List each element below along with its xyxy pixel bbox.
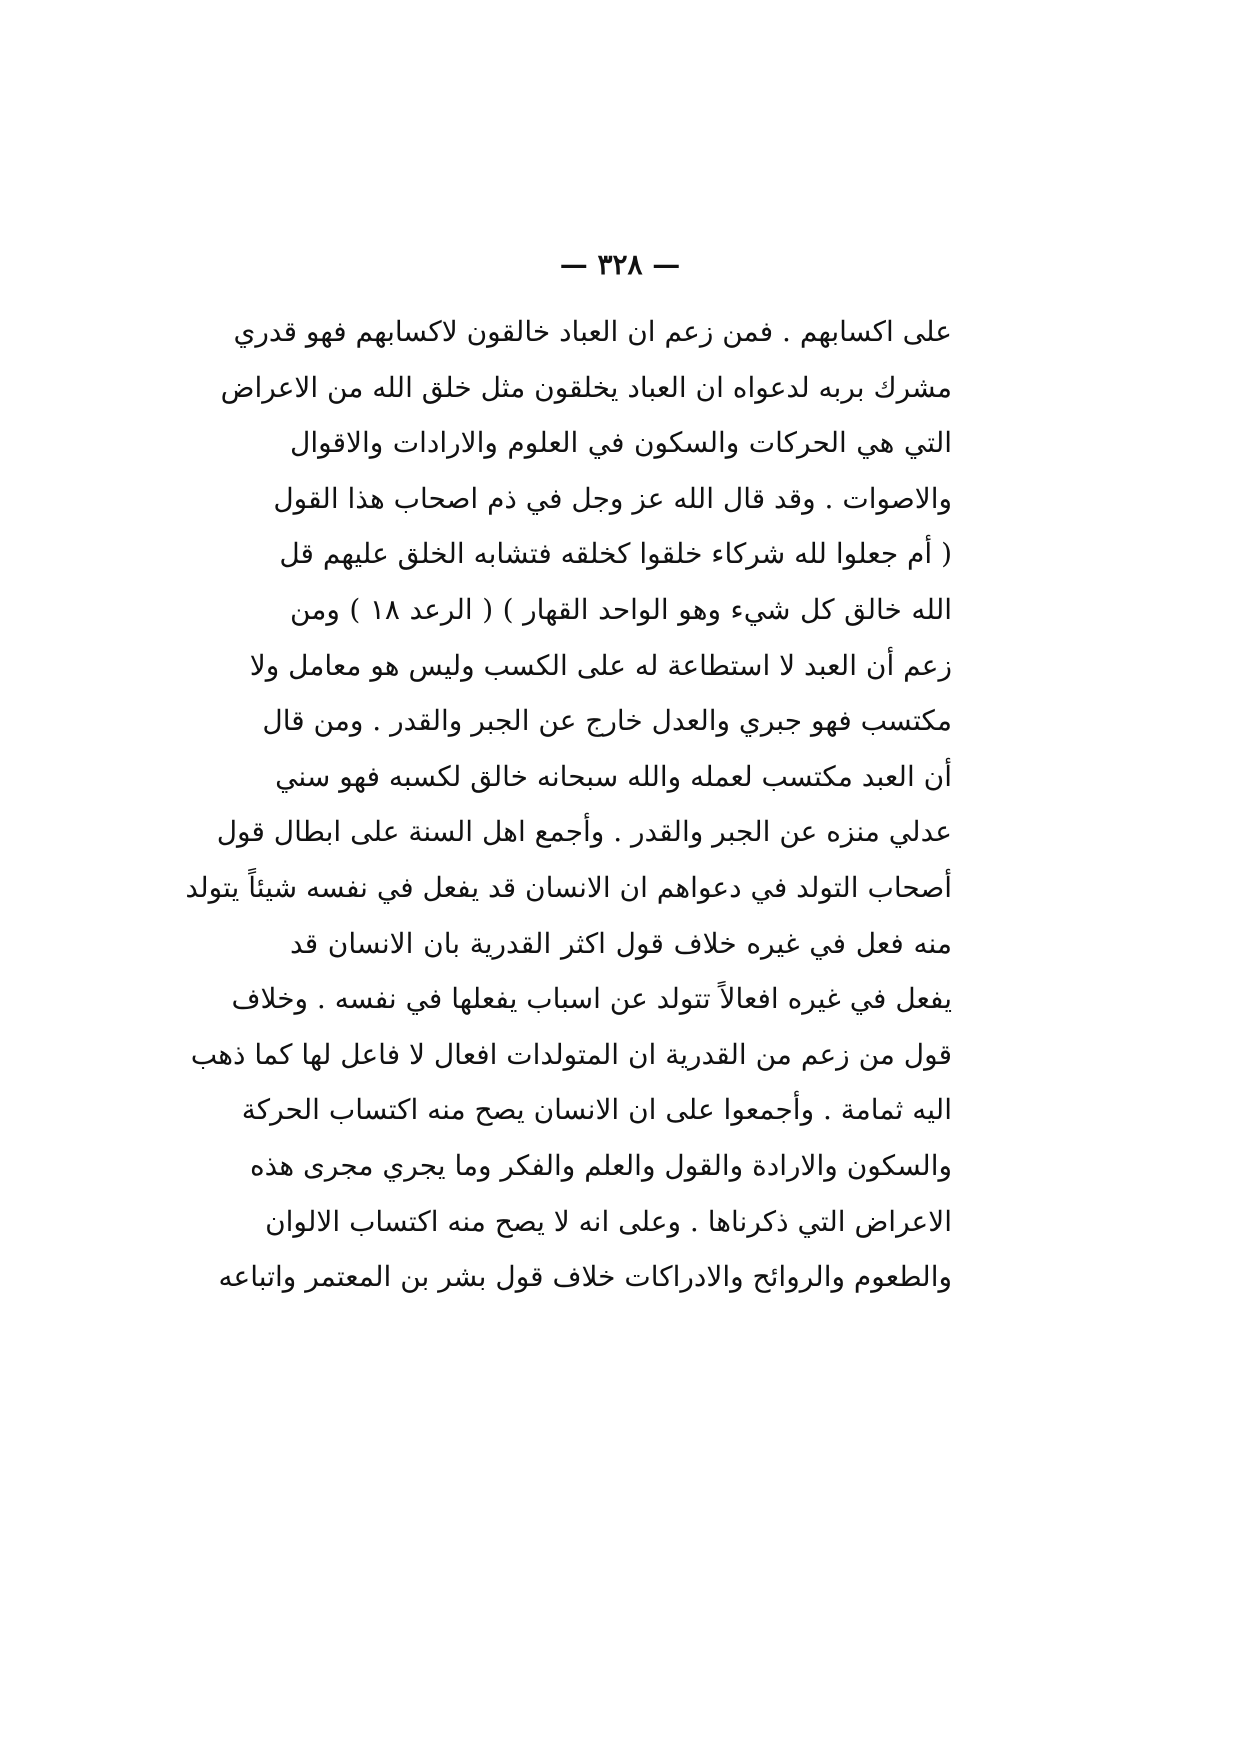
- text-line-4: والاصوات . وقد قال الله عز وجل في ذم اصحاب هذا القول: [273, 481, 952, 515]
- text-line-17: الاعراض التي ذكرناها . وعلى انه لا يصح منه اكتساب الالوان: [265, 1204, 952, 1238]
- text-line-7: زعم أن العبد لا استطاعة له على الكسب وليس هو معامل ولا: [249, 648, 952, 682]
- page-number: — ٣٢٨ —: [559, 248, 681, 281]
- text-line-16: والسكون والارادة والقول والعلم والفكر وما يجري مجرى هذه: [249, 1148, 952, 1182]
- text-line-8: مكتسب فهو جبري والعدل خارج عن الجبر والقدر . ومن قال: [262, 704, 952, 738]
- text-line-10: عدلي منزه عن الجبر والقدر . وأجمع اهل السنة على ابطال قول: [216, 815, 952, 849]
- text-line-14: قول من زعم من القدرية ان المتولدات افعال لا فاعل لها كما ذهب: [190, 1037, 952, 1071]
- text-line-11: أصحاب التولد في دعواهم ان الانسان قد يفعل في نفسه شيئاً يتولد: [185, 870, 952, 904]
- text-line-9: أن العبد مكتسب لعمله والله سبحانه خالق لكسبه فهو سني: [275, 759, 952, 793]
- text-line-15: اليه ثمامة . وأجمعوا على ان الانسان يصح منه اكتساب الحركة: [241, 1093, 952, 1127]
- text-line-5: ( أم جعلوا لله شركاء خلقوا كخلقه فتشابه الخلق عليهم قل: [279, 537, 952, 571]
- text-line-12: منه فعل في غيره خلاف قول اكثر القدرية بان الانسان قد: [290, 926, 952, 960]
- body-text: [185, 304, 952, 1305]
- text-line-2: مشرك بربه لدعواه ان العباد يخلقون مثل خلق الله من الاعراض: [220, 370, 952, 404]
- text-line-3: التي هي الحركات والسكون في العلوم والارادات والاقوال: [290, 426, 952, 460]
- text-line-18: والطعوم والروائح والادراكات خلاف قول بشر بن المعتمر واتباعه: [218, 1260, 952, 1294]
- text-line-13: يفعل في غيره افعالاً تتولد عن اسباب يفعلها في نفسه . وخلاف: [231, 982, 952, 1016]
- text-line-6: الله خالق كل شيء وهو الواحد القهار ) ( الرعد ١٨ ) ومن: [290, 592, 952, 626]
- text-line-1: على اكسابهم . فمن زعم ان العباد خالقون لاكسابهم فهو قدري: [233, 315, 952, 348]
